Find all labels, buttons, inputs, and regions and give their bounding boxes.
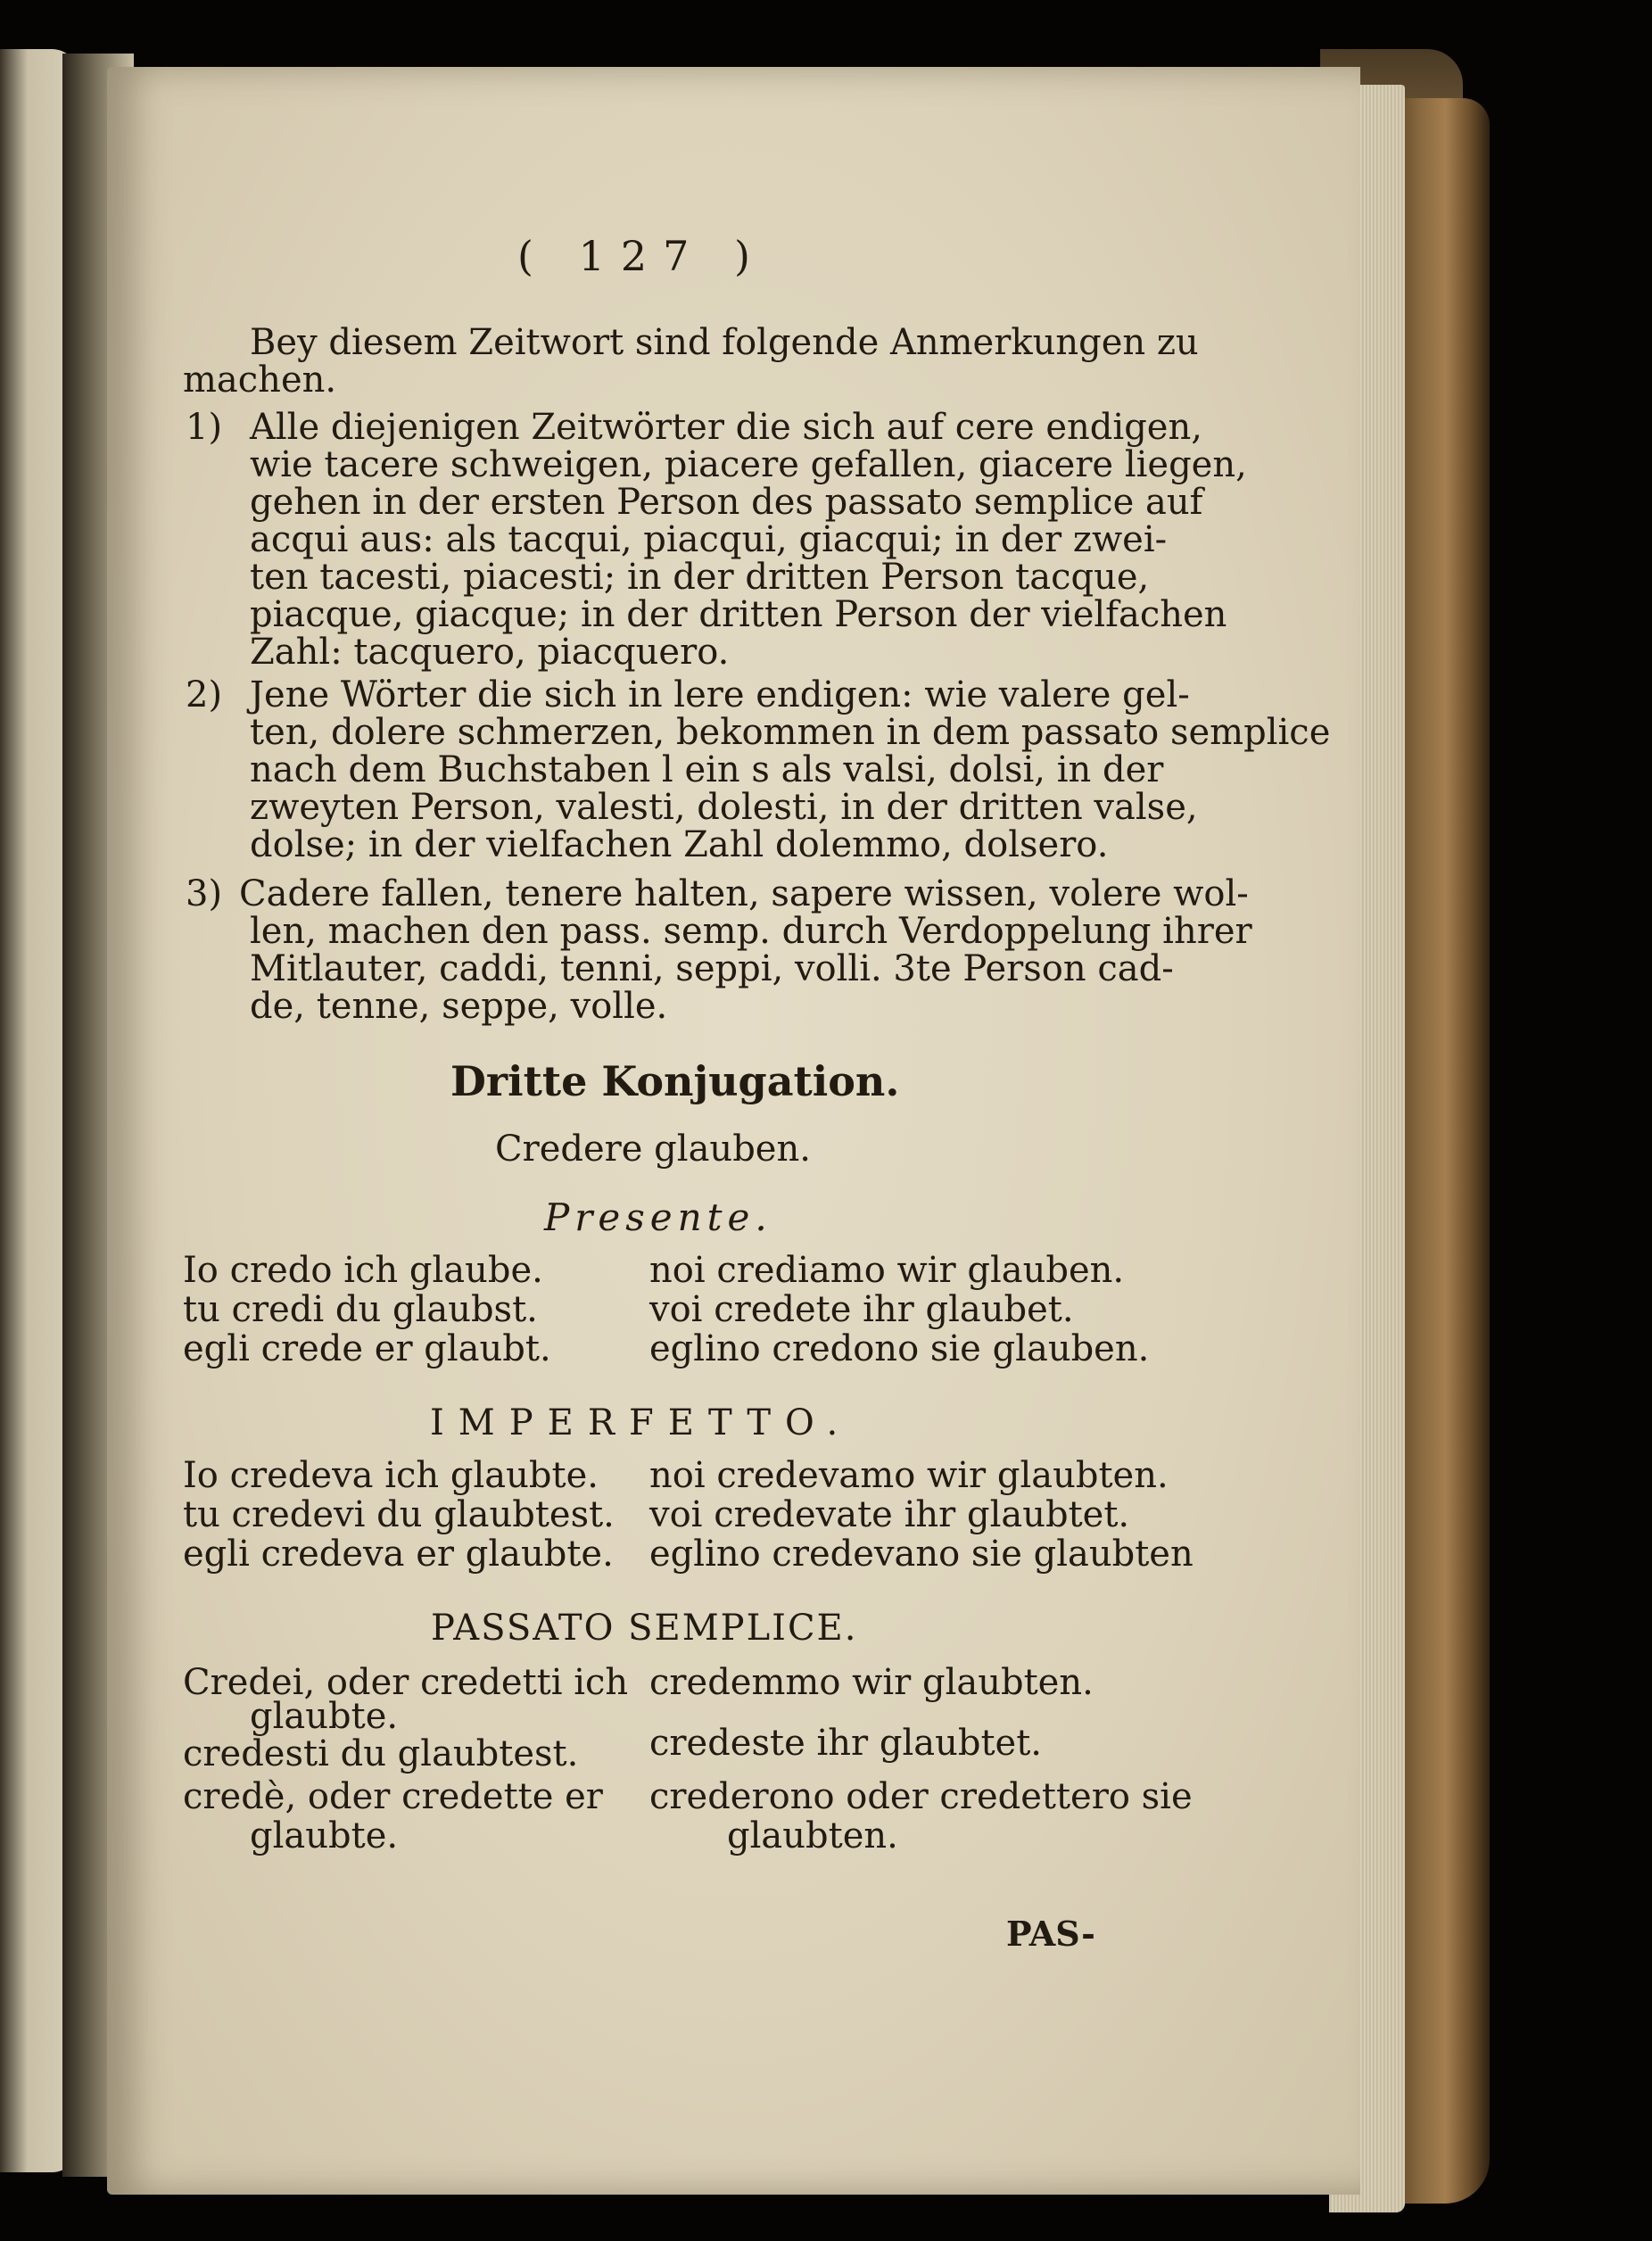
conjugation-left: glaubte.: [250, 1815, 399, 1856]
note-line: Alle diejenigen Zeitwörter die sich auf cere endigen,: [250, 407, 1202, 448]
book-cover-spine: [1392, 98, 1490, 2204]
conjugation-left: egli crede er glaubt.: [183, 1328, 551, 1369]
conjugation-left: glaubte.: [250, 1696, 399, 1737]
conjugation-right: crederono oder credettero sie: [649, 1776, 1193, 1817]
note-line: wie tacere schweigen, piacere gefallen, giacere liegen,: [250, 444, 1247, 485]
note-line: len, machen den pass. semp. durch Verdoppelung ihrer: [250, 911, 1252, 952]
intro-line: machen.: [183, 360, 337, 401]
intro-line: Bey diesem Zeitwort sind folgende Anmerkungen zu: [250, 322, 1199, 363]
section-title: Dritte Konjugation.: [450, 1057, 900, 1105]
note-line: de, tenne, seppe, volle.: [250, 986, 668, 1027]
note-line: nach dem Buchstaben l ein s als valsi, dolsi, in der: [250, 749, 1164, 790]
note-line: zweyten Person, valesti, dolesti, in der dritten valse,: [250, 787, 1198, 828]
conjugation-left: credesti du glaubtest.: [183, 1733, 579, 1774]
conjugation-right: eglino credevano sie glaubten: [649, 1534, 1194, 1575]
conjugation-right: voi credete ihr glaubet.: [649, 1289, 1074, 1330]
note-line: Jene Wörter die sich in lere endigen: wie valere gel-: [250, 674, 1190, 715]
tense-title-imperfetto: IMPERFETTO.: [430, 1402, 853, 1443]
conjugation-left: Io credo ich glaube.: [183, 1250, 543, 1291]
conjugation-right: eglino credono sie glauben.: [649, 1328, 1150, 1369]
conjugation-right: noi credevamo wir glaubten.: [649, 1455, 1169, 1496]
conjugation-left: Credei, oder credetti ich: [183, 1662, 629, 1703]
catchword: PAS-: [1006, 1914, 1095, 1954]
conjugation-right: credeste ihr glaubtet.: [649, 1723, 1042, 1764]
tense-title-passato: PASSATO SEMPLICE.: [431, 1608, 858, 1649]
conjugation-left: Io credeva ich glaubte.: [183, 1455, 599, 1496]
conjugation-right: noi crediamo wir glauben.: [649, 1250, 1125, 1291]
tense-title-presente: Presente.: [544, 1195, 772, 1239]
conjugation-right: credemmo wir glaubten.: [649, 1662, 1094, 1703]
conjugation-left: credè, oder credette er: [183, 1776, 603, 1817]
note-line: dolse; in der vielfachen Zahl dolemmo, dolsero.: [250, 824, 1109, 865]
note-marker: 1): [186, 407, 223, 448]
note-line: acqui aus: als tacqui, piacqui, giacqui; in der zwei-: [250, 519, 1168, 560]
conjugation-left: tu credevi du glaubtest.: [183, 1494, 615, 1535]
note-line: Cadere fallen, tenere halten, sapere wissen, volere wol-: [239, 873, 1249, 914]
conjugation-right: voi credevate ihr glaubtet.: [649, 1494, 1130, 1535]
conjugation-right: glaubten.: [727, 1815, 898, 1856]
note-line: Mitlauter, caddi, tenni, seppi, volli. 3te Person cad-: [250, 948, 1174, 989]
note-line: gehen in der ersten Person des passato semplice auf: [250, 482, 1203, 523]
note-marker: 2): [186, 674, 223, 715]
page-number: ( 127 ): [517, 232, 766, 280]
note-line: piacque, giacque; in der dritten Person der vielfachen: [250, 594, 1227, 635]
note-line: ten, dolere schmerzen, bekommen in dem passato semplice: [250, 712, 1331, 753]
note-line: ten tacesti, piacesti; in der dritten Person tacque,: [250, 557, 1150, 598]
note-marker: 3): [186, 873, 223, 914]
verb-heading: Credere glauben.: [495, 1129, 811, 1170]
conjugation-left: egli credeva er glaubte.: [183, 1534, 614, 1575]
conjugation-left: tu credi du glaubst.: [183, 1289, 538, 1330]
note-line: Zahl: tacquero, piacquero.: [250, 632, 730, 673]
